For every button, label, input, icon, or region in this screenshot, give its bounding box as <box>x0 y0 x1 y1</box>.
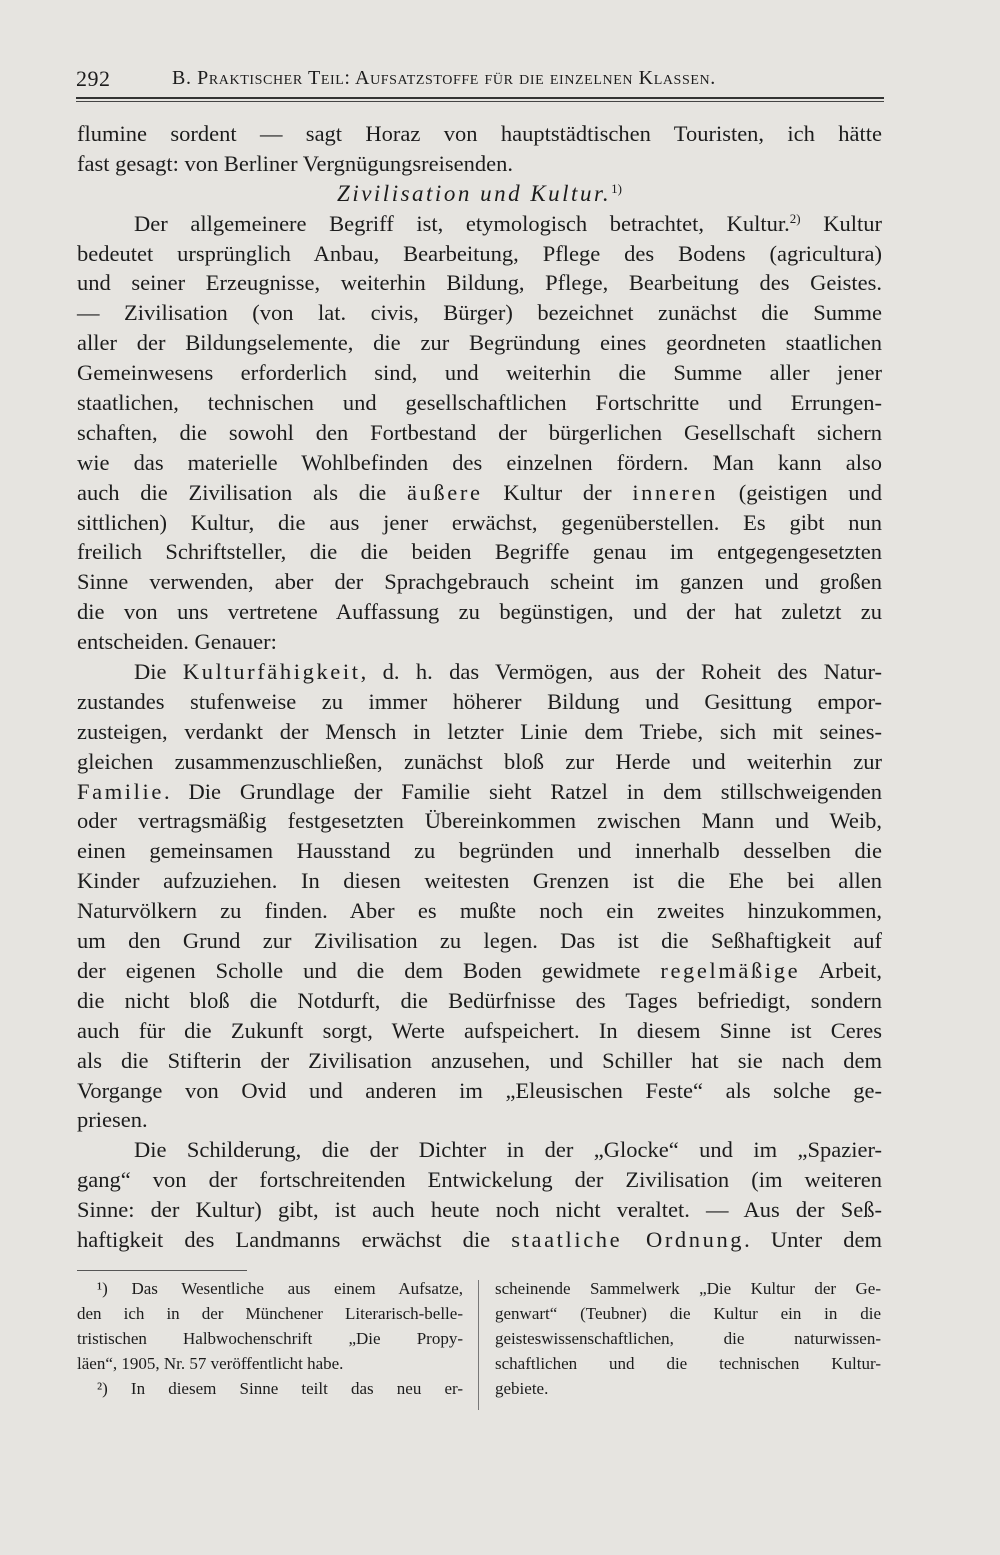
text-run: Die <box>134 659 183 685</box>
header-rule-thin <box>76 101 884 102</box>
running-head: B. Praktischer Teil: Aufsatzstoffe für die einzelnen Klassen. <box>172 67 716 89</box>
emphasis: Seßhaftigkeit <box>710 928 831 954</box>
text-run: auch die Zivilisation als die <box>77 479 407 505</box>
text-line <box>77 777 882 807</box>
footnote-ref: 1) <box>611 180 622 196</box>
footnote-column-divider <box>478 1280 479 1410</box>
text-line: Sinne: der Kultur) gibt, ist auch heute noch nicht veraltet. — Aus der Seß- <box>77 1197 882 1223</box>
footnote-line: geisteswissenschaftlichen, die naturwissen- <box>495 1329 881 1348</box>
text-run: Kultur <box>800 210 882 236</box>
text-line: die von uns vertretene Auffassung zu begünstigen, und der hat zuletzt zu <box>77 599 882 625</box>
text-line <box>77 657 882 687</box>
footnote-line: genwart“ (Teubner) die Kultur ein in die <box>495 1304 881 1323</box>
text-line: Vorgange von Ovid und anderen im „Eleusischen Feste“ als solche ge- <box>77 1077 882 1103</box>
text-line: priesen. <box>77 1107 148 1133</box>
text-line: flumine sordent — sagt Horaz von hauptstädtischen Touristen, ich hätte <box>77 121 882 146</box>
text-line <box>77 956 882 986</box>
spaced-emphasis: inneren <box>632 479 718 505</box>
text-line: Naturvölkern zu finden. Aber es mußte noch ein zweites hinzukommen, <box>77 898 882 924</box>
text-line: zusteigen, verdankt der Mensch in letzter Linie dem Triebe, sich mit seines- <box>77 718 882 744</box>
section-heading <box>77 179 882 209</box>
text-line: sittlichen) Kultur, die aus jener erwächst, gegenüberstellen. Es gibt nun <box>77 509 882 535</box>
footnote-line: läen“, 1905, Nr. 57 veröffentlicht habe. <box>77 1354 344 1373</box>
spaced-emphasis: Familie <box>77 778 164 804</box>
text-line <box>77 926 882 956</box>
spaced-emphasis: Kulturfähigkeit <box>182 659 361 685</box>
text-line: freilich Schriftsteller, die die beiden Begriffe genau im entgegengesetzten <box>77 539 882 565</box>
section-heading-text: Zivilisation und Kultur. <box>337 180 612 206</box>
text-line: Gemeinwesens erforderlich sind, und weiterhin die Summe aller jener <box>77 360 882 386</box>
footnote-rule <box>77 1270 247 1271</box>
text-run: (geistigen und <box>718 479 882 505</box>
text-line: entscheiden. Genauer: <box>77 629 277 655</box>
text-line: die nicht bloß die Notdurft, die Bedürfnisse des Tages befriedigt, sondern <box>77 987 882 1013</box>
footnote-line: scheinende Sammelwerk „Die Kultur der Ge- <box>495 1279 881 1298</box>
text-line: — Zivilisation (von lat. civis, Bürger) bezeichnet zunächst die Summe <box>77 300 882 326</box>
page-header <box>76 62 882 96</box>
footnote-line: ¹) Das Wesentliche aus einem Aufsatze, <box>97 1279 463 1298</box>
text-line: bedeutet ursprünglich Anbau, Bearbeitung, Pflege des Bodens (agricultura) <box>77 240 882 266</box>
text-run: Der allgemeinere Begriff ist, etymologisch betrachtet, Kultur. <box>134 210 790 236</box>
text-line: Kinder aufzuziehen. In diesen weitesten Grenzen ist die Ehe bei allen <box>77 868 882 894</box>
spaced-emphasis: regelmäßige <box>660 957 801 983</box>
spaced-emphasis: äußere <box>407 479 483 505</box>
text-run: um den Grund zur Zivilisation zu legen. Das ist die <box>77 928 711 954</box>
footnote-line: tristischen Halbwochenschrift „Die Propy- <box>77 1329 463 1348</box>
footnote-column-right <box>495 1276 881 1401</box>
text-line: und seiner Erzeugnisse, weiterhin Bildung, Pflege, Bearbeitung des Geistes. <box>77 270 882 296</box>
text-run: Arbeit, <box>800 957 882 983</box>
text-line <box>77 478 882 508</box>
text-line: Die Schilderung, die der Dichter in der „Glocke“ und im „Spazier- <box>134 1137 882 1163</box>
text-line: aller der Bildungselemente, die zur Begründung eines geordneten staatlichen <box>77 330 882 356</box>
text-line: oder vertragsmäßig festgesetzten Übereinkommen zwischen Mann und Weib, <box>77 808 882 834</box>
text-line: staatlichen, technischen und gesellschaftlichen Fortschritte und Errungen- <box>77 390 882 416</box>
header-rule <box>76 97 884 99</box>
text-run: . Unter dem <box>744 1226 883 1252</box>
footnote-line: ²) In diesem Sinne teilt das neu er- <box>97 1379 463 1398</box>
text-run: haftigkeit des Landmanns erwächst die <box>77 1226 512 1252</box>
text-line: einen gemeinsamen Hausstand zu begründen und innerhalb desselben die <box>77 838 882 864</box>
footnote-line: schaftlichen und die technischen Kultur- <box>495 1354 881 1373</box>
footnote-column-left <box>77 1276 463 1401</box>
text-line: schaften, die sowohl den Fortbestand der bürgerlichen Gesellschaft sichern <box>77 419 882 445</box>
text-run: , d. h. das Vermögen, aus der Roheit des Natur- <box>360 659 882 685</box>
footnote-ref: 2) <box>789 210 801 226</box>
text-run: Kultur der <box>482 479 633 505</box>
main-text <box>77 119 882 1255</box>
text-run: auf <box>830 928 882 954</box>
text-line: gang“ von der fortschreitenden Entwickelung der Zivilisation (im weiteren <box>77 1167 882 1193</box>
text-line: fast gesagt: von Berliner Vergnügungsreisenden. <box>77 150 513 176</box>
footnote-line: gebiete. <box>495 1379 549 1398</box>
text-run: der eigenen Scholle und die dem Boden gewidmete <box>77 957 661 983</box>
text-line: zustandes stufenweise zu immer höherer Bildung und Gesittung empor- <box>77 688 882 714</box>
spaced-emphasis: staatliche Ordnung <box>511 1226 745 1252</box>
text-line: gleichen zusammenzuschließen, zunächst bloß zur Herde und weiterhin zur <box>77 748 882 774</box>
text-line: Sinne verwenden, aber der Sprachgebrauch scheint im ganzen und großen <box>77 569 882 595</box>
text-line: als die Stifterin der Zivilisation anzusehen, und Schiller hat sie nach dem <box>77 1047 882 1073</box>
page-number: 292 <box>76 66 111 91</box>
text-line: auch für die Zukunft sorgt, Werte aufspeichert. In diesem Sinne ist Ceres <box>77 1017 882 1043</box>
text-line: wie das materielle Wohlbefinden des einzelnen fördern. Man kann also <box>77 449 882 475</box>
text-line <box>77 1225 882 1255</box>
text-run: . Die Grundlage der Familie sieht Ratzel in dem stillschweigenden <box>163 778 882 804</box>
text-line <box>77 209 882 239</box>
footnote-line: den ich in der Münchener Literarisch-belle- <box>77 1304 463 1323</box>
